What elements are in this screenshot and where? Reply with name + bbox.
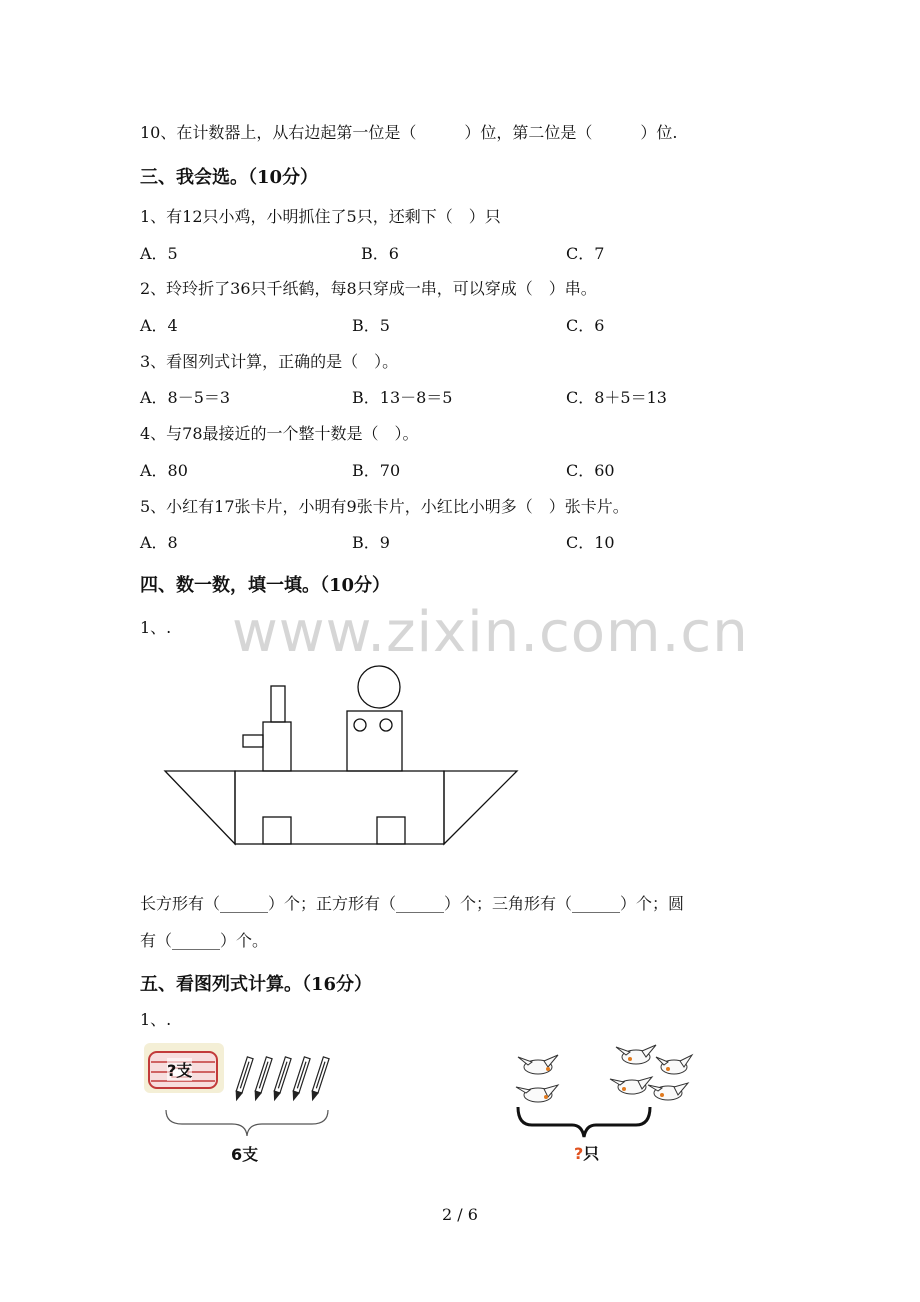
option-c: C．60 <box>566 461 615 480</box>
question-3-5: 5、小红有17张卡片，小明有9张卡片，小红比小明多（ ）张卡片。 <box>140 497 629 516</box>
section-4-item: 1、. <box>140 618 172 637</box>
option-a: A．5 <box>140 244 178 263</box>
question-3-4: 4、与78最接近的一个整十数是（ ）。 <box>140 424 419 443</box>
option-b: B．5 <box>352 316 390 335</box>
section-5-heading: 五、看图列式计算。（16分） <box>140 974 373 995</box>
option-a: A．4 <box>140 316 178 335</box>
watermark: www.zixin.com.cn <box>232 600 749 665</box>
page-number: 2 / 6 <box>442 1205 478 1224</box>
option-b: B．9 <box>352 533 390 552</box>
ship-cabin-rect <box>263 722 291 771</box>
fill-line-1: 长方形有（______）个；正方形有（______）个；三角形有（______）个；圆 <box>140 894 685 913</box>
option-b: B．6 <box>361 244 399 263</box>
option-a: A．8－5＝3 <box>140 388 231 407</box>
question-3-1: 1、有12只小鸡，小明抓住了5只，还剩下（ ）只 <box>140 207 501 226</box>
birds-label <box>574 1141 599 1164</box>
pencils-icon <box>240 1055 340 1107</box>
ship-porthole-right <box>380 719 392 731</box>
section-3-heading: 三、我会选。（10分） <box>140 167 319 188</box>
ship-window-right <box>377 817 405 844</box>
brace-left <box>162 1108 332 1138</box>
option-c: C．10 <box>566 533 615 552</box>
ship-right-triangle <box>444 771 517 844</box>
box-label: ?支 <box>167 1058 192 1081</box>
question-3-2: 2、玲玲折了36只千纸鹤，每8只穿成一串，可以穿成（ ）串。 <box>140 279 597 298</box>
ship-porthole-left <box>354 719 366 731</box>
ship-hull-rect <box>235 771 444 844</box>
birds-icon <box>510 1043 700 1113</box>
ship-figure <box>160 662 520 852</box>
option-b: B．70 <box>352 461 401 480</box>
ship-window-left <box>263 817 291 844</box>
question-mark: ? <box>574 1144 584 1163</box>
ship-tower-rect <box>347 711 402 771</box>
ship-chimney-rect <box>271 686 285 722</box>
ship-small-square <box>243 735 263 747</box>
option-a: A．80 <box>140 461 188 480</box>
question-10: 10、在计数器上，从右边起第一位是（ ）位，第二位是（ ）位. <box>140 123 678 142</box>
birds-label-text <box>574 1144 599 1163</box>
ship-top-circle <box>358 666 400 708</box>
total-label: 6支 <box>231 1145 259 1164</box>
option-c: C．8＋5＝13 <box>566 388 667 407</box>
option-c: C．6 <box>566 316 605 335</box>
ship-left-triangle <box>165 771 235 844</box>
fill-line-2: 有（______）个。 <box>140 931 269 950</box>
option-c: C．7 <box>566 244 605 263</box>
option-b: B．13－8＝5 <box>352 388 453 407</box>
section-4-heading: 四、数一数，填一填。（10分） <box>140 575 391 596</box>
question-3-3: 3、看图列式计算，正确的是（ ）。 <box>140 352 399 371</box>
option-a: A．8 <box>140 533 178 552</box>
unit-text: 只 <box>583 1144 600 1163</box>
brace-right <box>514 1105 654 1139</box>
section-5-item: 1、. <box>140 1010 172 1029</box>
